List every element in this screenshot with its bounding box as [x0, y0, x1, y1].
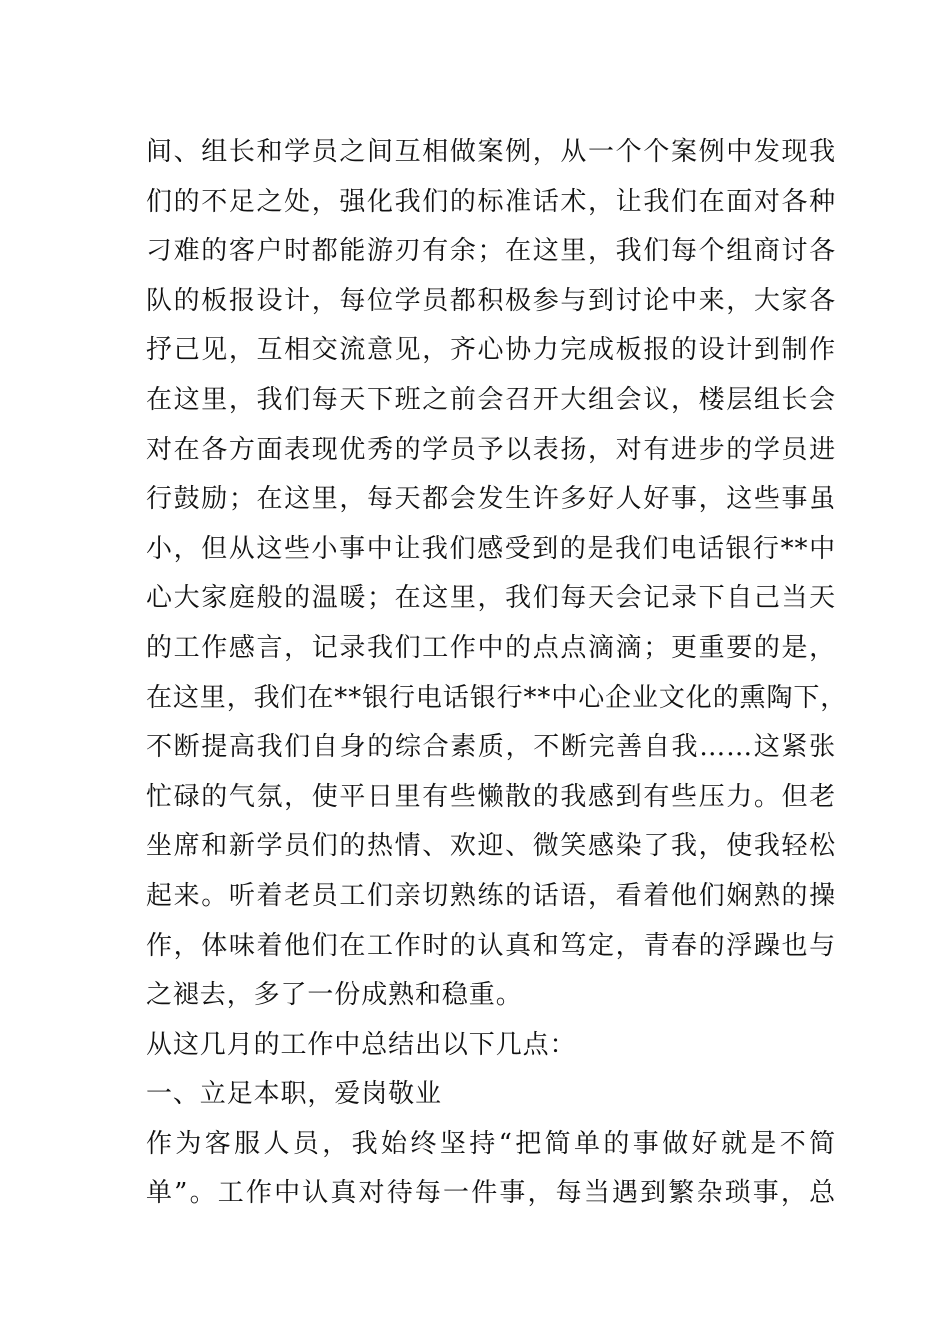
text-line-10: 心大家庭般的温暖；在这里，我们每天会记录下自己当天	[146, 583, 836, 614]
text-line-14: 忙碌的气氛，使平日里有些懒散的我感到有些压力。但老	[146, 781, 836, 812]
text-line-16: 起来。听着老员工们亲切熟练的话语，看着他们娴熟的操	[146, 880, 836, 911]
text-line-3: 刁难的客户时都能游刃有余；在这里，我们每个组商讨各	[146, 236, 836, 267]
text-line-8: 行鼓励；在这里，每天都会发生许多好人好事，这些事虽	[146, 484, 836, 515]
text-line-7: 对在各方面表现优秀的学员予以表扬，对有进步的学员进	[146, 434, 836, 465]
section-heading: 一、立足本职，爱岗敬业	[146, 1079, 442, 1110]
document-body	[146, 128, 848, 1219]
text-line-13: 不断提高我们自身的综合素质，不断完善自我……这紧张	[146, 732, 836, 763]
text-line-19: 从这几月的工作中总结出以下几点：	[146, 1029, 577, 1060]
text-line-15: 坐席和新学员们的热情、欢迎、微笑感染了我，使我轻松	[146, 831, 836, 862]
text-line-17: 作，体味着他们在工作时的认真和笃定，青春的浮躁也与	[146, 930, 836, 961]
text-line-21: 作为客服人员，我始终坚持“把简单的事做好就是不简	[146, 1128, 836, 1159]
text-line-12: 在这里，我们在**银行电话银行**中心企业文化的熏陶下，	[146, 682, 848, 713]
text-line-4: 队的板报设计，每位学员都积极参与到讨论中来，大家各	[146, 285, 836, 316]
text-line-9: 小，但从这些小事中让我们感受到的是我们电话银行**中	[146, 533, 836, 564]
text-line-2: 们的不足之处，强化我们的标准话术，让我们在面对各种	[146, 186, 836, 217]
text-line-18: 之褪去，多了一份成熟和稳重。	[146, 980, 523, 1011]
text-line-5: 抒己见，互相交流意见，齐心协力完成板报的设计到制作	[146, 335, 836, 366]
text-line-22: 单”。工作中认真对待每一件事，每当遇到繁杂琐事，总	[146, 1178, 836, 1209]
text-line-6: 在这里，我们每天下班之前会召开大组会议，楼层组长会	[146, 384, 836, 415]
text-line-1: 间、组长和学员之间互相做案例，从一个个案例中发现我	[146, 137, 836, 167]
text-line-11: 的工作感言，记录我们工作中的点点滴滴；更重要的是，	[146, 632, 836, 663]
